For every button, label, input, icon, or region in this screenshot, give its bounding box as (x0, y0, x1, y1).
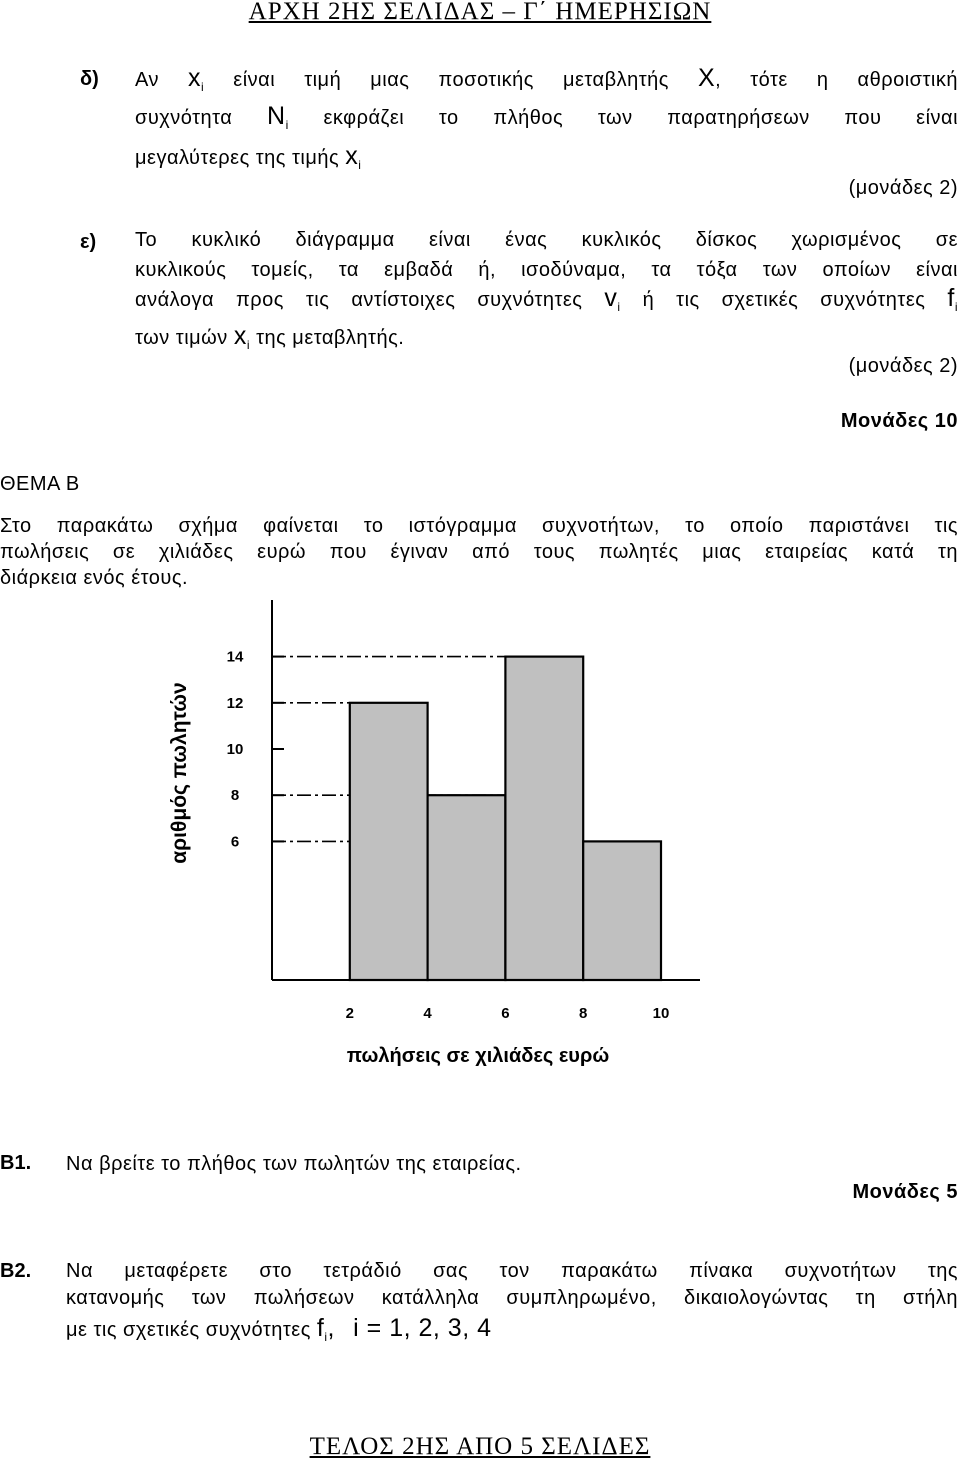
sub-i: i (358, 158, 362, 172)
y-tick-label: 10 (226, 741, 244, 758)
item-e-line-2: κυκλικούς τομείς, τα εμβαδά ή, ισοδύναμα, τα τόξα των οποίων είναι (135, 259, 958, 281)
item-e-label: ε) (80, 231, 97, 253)
comma: , (327, 1314, 335, 1342)
total-marks-a: Μονάδες 10 (840, 410, 958, 432)
y-tick-label: 8 (230, 787, 240, 805)
item-e-text-4b: της μεταβλητής. (256, 327, 405, 349)
item-d-line-2 (135, 102, 958, 139)
var-f: f (316, 1314, 325, 1342)
var-x: x (188, 64, 202, 92)
x-tick-label: 4 (423, 1005, 432, 1022)
index-range: i = 1, 2, 3, 4 (353, 1314, 492, 1342)
item-e-marks: (μονάδες 2) (848, 355, 958, 377)
b1-marks: Μονάδες 5 (852, 1181, 958, 1203)
sub-i: i (617, 300, 621, 314)
page-footer: ΤΕΛΟΣ 2ΗΣ ΑΠΟ 5 ΣΕΛΙΔΕΣ (309, 1433, 651, 1460)
item-e-line-1: Το κυκλικό διάγραμμα είναι ένας κυκλικός δίσκος χωρισμένος σε (135, 229, 958, 251)
var-N: N (267, 102, 286, 130)
var-x: x (233, 322, 247, 350)
histogram-bar (350, 703, 428, 980)
sub-i: i (285, 118, 289, 132)
sub-i: i (324, 1330, 328, 1344)
item-e-text-3b: ή τις σχετικές συχνότητες (642, 289, 926, 311)
var-v: v (604, 284, 618, 312)
item-d-text-1b: είναι τιμή μιας ποσοτικής μεταβλητής (233, 69, 669, 91)
item-d-marks: (μονάδες 2) (848, 177, 958, 199)
b2-label: B2. (0, 1260, 32, 1282)
x-tick-label: 6 (501, 1005, 510, 1022)
b2-line-3 (66, 1314, 492, 1351)
theme-b-intro-1: Στο παρακάτω σχήμα φαίνεται το ιστόγραμμα συχνοτήτων, το οποίο παριστάνει τις (0, 515, 958, 537)
item-d-text-2b: εκφράζει το πλήθος των παρατηρήσεων που είναι (323, 107, 959, 129)
b1-label: B1. (0, 1152, 32, 1174)
theme-b-title: ΘΕΜΑ Β (0, 473, 80, 495)
item-e-text-4a: των τιμών (135, 327, 228, 349)
histogram-bar (583, 841, 661, 980)
item-d-line-3 (135, 142, 361, 179)
sub-i: i (246, 338, 251, 352)
var-x: x (345, 142, 359, 170)
b2-line-1: Να μεταφέρετε στο τετράδιό σας τον παρακάτω πίνακα συχνοτήτων της (66, 1260, 958, 1282)
item-e-line-3 (135, 284, 958, 321)
item-d-text-2a: συχνότητα (135, 107, 233, 129)
histogram-bar (505, 657, 583, 980)
item-d-line-1 (135, 64, 958, 101)
b2-line-2: κατανομής των πωλήσεων κατάλληλα συμπληρωμένο, δικαιολογώντας τη στήλη (66, 1287, 958, 1309)
b1-text: Να βρείτε το πλήθος των πωλητών της εταιρείας. (66, 1153, 522, 1175)
y-tick-label: 12 (226, 694, 244, 712)
x-axis-label: πωλήσεις σε χιλιάδες ευρώ (346, 1045, 610, 1067)
histogram-chart (0, 590, 960, 1070)
sub-i: i (954, 300, 958, 314)
item-e-text-3a: ανάλογα προς τις αντίστοιχες συχνότητες (135, 289, 583, 311)
item-d-text-1a: Αν (135, 69, 159, 91)
item-d-text-3a: μεγαλύτερες της τιμής (135, 147, 340, 169)
theme-b-intro-2: πωλήσεις σε χιλιάδες ευρώ που έγιναν από τους πωλητές μιας εταιρείας κατά τη (0, 541, 958, 563)
x-tick-label: 2 (345, 1005, 354, 1022)
b2-text-3a: με τις σχετικές συχνότητες (66, 1319, 311, 1341)
y-tick-label: 6 (230, 833, 240, 851)
theme-b-intro-3: διάρκεια ενός έτους. (0, 567, 189, 589)
var-f: f (947, 284, 955, 312)
histogram-bar (428, 795, 506, 980)
item-d-text-1c: , τότε η αθροιστική (715, 69, 958, 91)
sub-i: i (201, 80, 205, 94)
var-X: X (697, 64, 716, 92)
x-tick-label: 8 (579, 1005, 588, 1022)
y-tick-label: 14 (226, 648, 244, 666)
item-d-label: δ) (80, 68, 99, 90)
item-e-line-4 (135, 322, 404, 359)
x-tick-label: 10 (652, 1005, 670, 1022)
y-axis-label: αριθμός πωλητών (168, 682, 191, 864)
page-header: ΑΡΧΗ 2ΗΣ ΣΕΛΙΔΑΣ – Γ΄ ΗΜΕΡΗΣΙΩΝ (248, 0, 712, 25)
